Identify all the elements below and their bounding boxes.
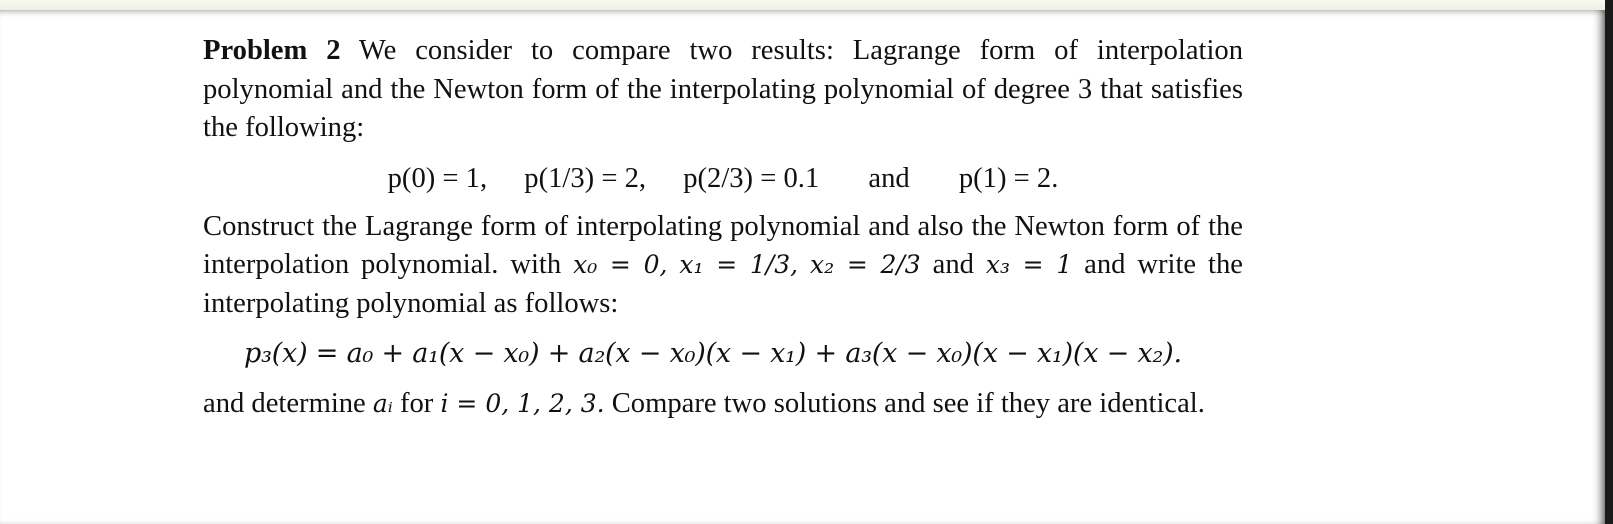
node-x2: x₂ = 2/3 (809, 250, 921, 279)
condition-p1: p(1) = 2. (958, 162, 1059, 194)
condition-and: and (868, 162, 910, 194)
problem-intro-text: We consider to compare two results: Lagrange form of interpolation polynomial and the Newton form of the interpolating polynomial of degree 3 that satisfies the following: (203, 35, 1243, 143)
index-range: i = 0, 1, 2, 3. (440, 389, 605, 418)
conditions-display (203, 160, 1243, 198)
node-x1: x₁ = 1/3, (679, 250, 799, 279)
problem-text (203, 32, 1243, 424)
nodes-and-1: and (920, 249, 986, 280)
problem-intro (203, 32, 1243, 148)
condition-p13: p(1/3) = 2, (524, 162, 647, 194)
node-x0: x₀ = 0, (573, 250, 668, 279)
closing-text-c: Compare two solutions and see if they are identical. (604, 388, 1205, 419)
node-x3: x₃ = 1 (985, 250, 1073, 279)
newton-form-equation: p₃(x) = a₀ + a₁(x − x₀) + a₂(x − x₀)(x − x₁) + a₃(x − x₀)(x − x₁)(x − x₂). (244, 338, 1182, 369)
window-edge (1605, 0, 1613, 524)
closing-text-a: and determine (203, 388, 373, 419)
problem-heading: Problem 2 (203, 35, 341, 66)
condition-p0: p(0) = 1, (387, 162, 488, 194)
instruction-line3: write the interpolating polynomial as follows: (203, 249, 1243, 319)
instruction-paragraph (203, 208, 1243, 324)
condition-p23: p(2/3) = 0.1 (683, 162, 820, 194)
top-strip (0, 0, 1613, 10)
instruction-line1: Construct the Lagrange form of interpolating polynomial and also the Newton form (203, 210, 1169, 242)
instruction-line2-text: of the interpolation polynomial. with (203, 210, 1244, 280)
closing-text-b: for (392, 388, 441, 419)
nodes-and-2: and (1072, 249, 1126, 280)
coefficient-ai: aᵢ (372, 389, 393, 418)
closing-paragraph (203, 385, 1243, 424)
document-page (0, 10, 1605, 524)
